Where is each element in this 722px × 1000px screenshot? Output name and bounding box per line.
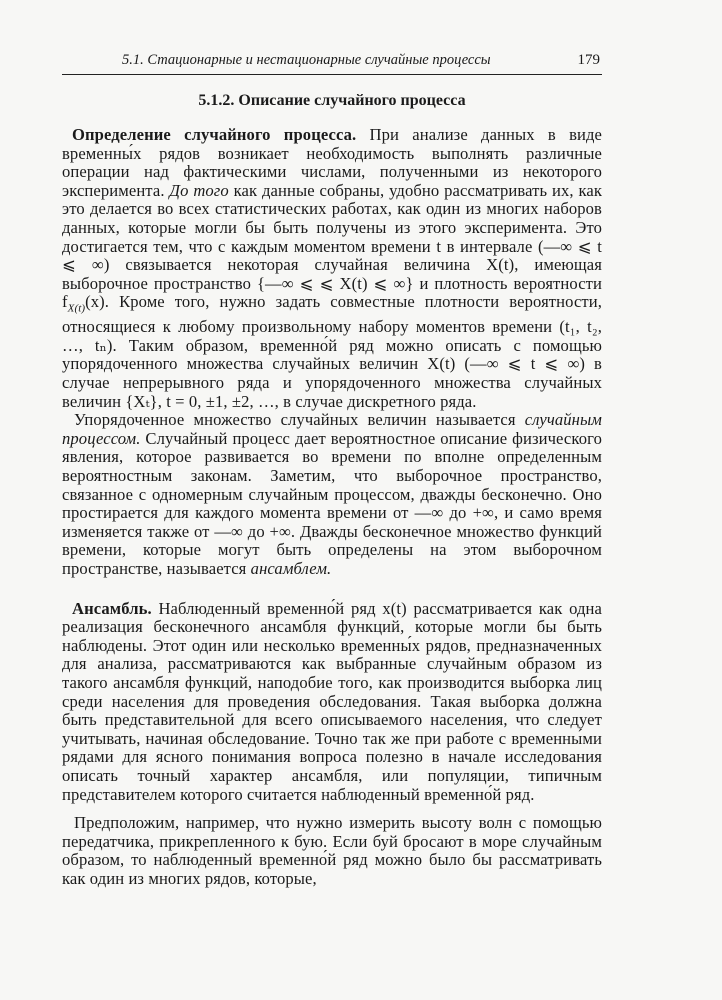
paragraph-text: как данные собраны, удобно рассматривать их, как это делается во всех статистических работах, как один из многих наборов данных, которые могли бы быть получены из этого эксперимента. Это достигается тем, что с каждым моментом времени t в интервале (—∞ ⩽ t ⩽ ∞) связывается некоторая случайная величина X(t), имеющая выборочное пространство {—∞ ⩽ ⩽ X(t) ⩽ ∞} и плотность вероятности f [62, 180, 602, 312]
emphasis-text: До того [169, 180, 229, 200]
section-heading: 5.1.2. Описание случайного процесса [198, 92, 466, 109]
paragraph-random-process [62, 411, 602, 578]
term-ensemble: ансамблем. [250, 558, 332, 578]
runin-heading-ensemble: Ансамбль. [72, 598, 152, 618]
math-subscript: X(t) [67, 302, 86, 315]
paragraph-ensemble [62, 600, 602, 805]
paragraph-text: Упорядоченное множество случайных величин называется [74, 410, 525, 430]
running-header [62, 52, 602, 75]
running-header-title: 5.1. Стационарные и нестационарные случайные процессы [122, 52, 491, 68]
paragraph-text: (x). Кроме того, нужно задать совместные плотности вероятности, относящиеся к любому произвольному набору моментов времени (t₁, t₂, …, tₙ). Таким образом, временно́й ряд можно описать с помощью упорядоченного множества случайных величин X(t) (—∞ ⩽ t ⩽ ∞) в случае непрерывного ряда и упорядоченного множества случайных величин {Xₜ}, t = 0, ±1, ±2, …, в случае дискретного ряда. [62, 292, 602, 411]
paragraph-definition [62, 126, 602, 411]
page-number: 179 [577, 52, 600, 68]
paragraph-example [62, 814, 602, 888]
paragraph-text: Предположим, например, что нужно измерить высоту волн с помощью передатчика, прикрепленного к бую. Если буй бросают в море случайным образом, то наблюденный временно́й ряд можно было бы рассматривать как один из многих рядов, которые, [62, 813, 602, 888]
term-random-process: случайным процессом. [62, 410, 602, 448]
paragraph-text: Наблюденный временно́й ряд x(t) рассматривается как одна реализация бесконечного ансамбля функций, которые могли бы быть наблюдены. Этот один или несколько временны́х рядов, предназначенных для анализа, рассматриваются как выбранные случайным образом из такого ансамбля функций, наподобие того, как производится выборка лиц среди населения для проведения обследования. Такая выборка должна быть представительной для всего описываемого населения, что следует учитывать, начиная обследование. Точно так же при работе с временны́ми рядами для ясного понимания вопроса полезно в начале исследования описать точный характер ансамбля, или популяции, типичным представителем которого считается наблюденный временно́й ряд. [62, 598, 602, 804]
book-page [62, 52, 602, 888]
paragraph-gap [62, 579, 602, 600]
runin-heading-definition: Определение случайного процесса. [72, 125, 357, 144]
paragraph-text: При анализе данных в виде временны́х рядов возникает необходимость выполнять различные операции над фактическими числами, полученными из некоторого эксперимента. [62, 125, 602, 200]
paragraph-text: Случайный процесс дает вероятностное описание физического явления, которое развивается во времени по вполне определенным вероятностным законам. Заметим, что выборочное пространство, связанное с одномерным случайным процессом, дважды бесконечно. Оно простирается для каждого момента времени от —∞ до +∞, и само время изменяется также от —∞ до +∞. Дважды бесконечное множество функций времени, которые могут быть определены на этом выборочном пространстве, называется [62, 428, 602, 578]
